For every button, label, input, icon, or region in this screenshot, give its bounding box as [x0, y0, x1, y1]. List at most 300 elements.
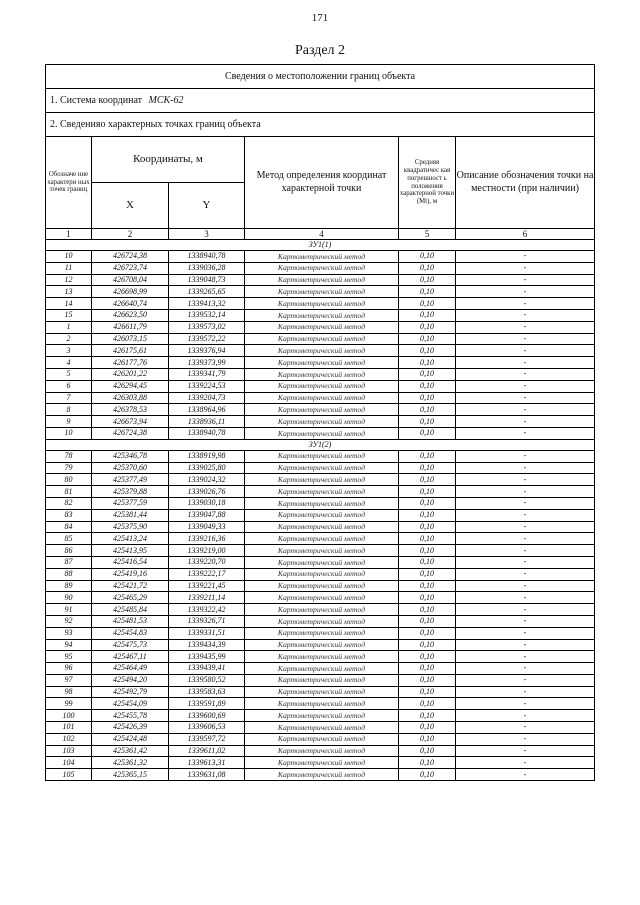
x-coordinate-cell: 425361,42 [92, 745, 169, 757]
method-cell: Картометрический метод [245, 392, 399, 404]
point-name-cell: 101 [46, 722, 92, 734]
y-coordinate-cell: 1338964,96 [169, 404, 245, 416]
table-row [46, 757, 595, 769]
y-coordinate-cell: 1339435,99 [169, 651, 245, 663]
description-cell: - [456, 556, 595, 568]
x-coordinate-cell: 426673,94 [92, 416, 169, 428]
table-row [46, 698, 595, 710]
coord-system-row [46, 89, 595, 113]
accuracy-cell: 0,10 [399, 533, 456, 545]
point-name-cell: 103 [46, 745, 92, 757]
accuracy-cell: 0,10 [399, 592, 456, 604]
method-cell: Картометрический метод [245, 556, 399, 568]
x-coordinate-cell: 425413,95 [92, 545, 169, 557]
description-cell: - [456, 757, 595, 769]
method-cell: Картометрический метод [245, 274, 399, 286]
x-coordinate-cell: 425424,48 [92, 733, 169, 745]
method-cell: Картометрический метод [245, 627, 399, 639]
table-row [46, 309, 595, 321]
y-coordinate-cell: 1339613,31 [169, 757, 245, 769]
table-row [46, 427, 595, 439]
section-title: Раздел 2 [294, 43, 346, 58]
method-cell: Картометрический метод [245, 521, 399, 533]
accuracy-cell: 0,10 [399, 545, 456, 557]
x-coordinate-cell: 425381,44 [92, 509, 169, 521]
method-cell: Картометрический метод [245, 427, 399, 439]
x-coordinate-cell: 425377,59 [92, 497, 169, 509]
accuracy-cell: 0,10 [399, 286, 456, 298]
table-row [46, 733, 595, 745]
points-title: 2. Сведенияо характерных точках границ объекта [46, 113, 595, 137]
y-coordinate-cell: 1339631,08 [169, 769, 245, 781]
point-name-cell: 88 [46, 568, 92, 580]
table-row [46, 404, 595, 416]
x-coordinate-cell: 426623,50 [92, 309, 169, 321]
description-cell: - [456, 251, 595, 263]
y-coordinate-cell: 1339049,33 [169, 521, 245, 533]
table-row [46, 592, 595, 604]
x-coordinate-cell: 425454,09 [92, 698, 169, 710]
point-name-cell: 79 [46, 462, 92, 474]
zone-row [46, 240, 595, 251]
y-coordinate-cell: 1339030,18 [169, 497, 245, 509]
point-name-cell: 95 [46, 651, 92, 663]
method-cell: Картометрический метод [245, 462, 399, 474]
boundary-points-table [45, 64, 595, 781]
y-coordinate-cell: 1339331,51 [169, 627, 245, 639]
x-coordinate-cell: 425464,49 [92, 663, 169, 675]
y-coordinate-cell: 1339026,76 [169, 486, 245, 498]
point-name-cell: 12 [46, 274, 92, 286]
header-coords: Координаты, м [92, 137, 245, 183]
coord-system-value: МСК-62 [148, 94, 184, 106]
x-coordinate-cell: 425419,16 [92, 568, 169, 580]
point-name-cell: 96 [46, 663, 92, 675]
point-name-cell: 10 [46, 251, 92, 263]
method-cell: Картометрический метод [245, 262, 399, 274]
y-coordinate-cell: 1339024,32 [169, 474, 245, 486]
method-cell: Картометрический метод [245, 321, 399, 333]
point-name-cell: 105 [46, 769, 92, 781]
header-point-name: Обозначе ние характери ных точек границ [46, 137, 92, 229]
point-name-cell: 5 [46, 368, 92, 380]
x-coordinate-cell: 426723,74 [92, 262, 169, 274]
accuracy-cell: 0,10 [399, 321, 456, 333]
column-number: 4 [245, 229, 399, 240]
x-coordinate-cell: 426177,76 [92, 357, 169, 369]
x-coordinate-cell: 425413,24 [92, 533, 169, 545]
table-row [46, 345, 595, 357]
x-coordinate-cell: 425494,20 [92, 674, 169, 686]
description-cell: - [456, 733, 595, 745]
x-coordinate-cell: 426201,22 [92, 368, 169, 380]
point-name-cell: 4 [46, 357, 92, 369]
y-coordinate-cell: 1339439,41 [169, 663, 245, 675]
method-cell: Картометрический метод [245, 733, 399, 745]
point-name-cell: 7 [46, 392, 92, 404]
table-row [46, 521, 595, 533]
accuracy-cell: 0,10 [399, 627, 456, 639]
accuracy-cell: 0,10 [399, 380, 456, 392]
header-accuracy: Средняя квадратичес кая погрешност ь положения характерной точки (Mt), м [399, 137, 456, 229]
y-coordinate-cell: 1339047,88 [169, 509, 245, 521]
description-cell: - [456, 686, 595, 698]
method-cell: Картометрический метод [245, 745, 399, 757]
accuracy-cell: 0,10 [399, 497, 456, 509]
y-coordinate-cell: 1338936,11 [169, 416, 245, 428]
accuracy-cell: 0,10 [399, 368, 456, 380]
column-number: 5 [399, 229, 456, 240]
table-row [46, 497, 595, 509]
accuracy-cell: 0,10 [399, 392, 456, 404]
zone-label: ЗУ1(1) [46, 240, 595, 251]
x-coordinate-cell: 426724,38 [92, 251, 169, 263]
table-row [46, 321, 595, 333]
table-row [46, 627, 595, 639]
method-cell: Картометрический метод [245, 497, 399, 509]
y-coordinate-cell: 1338919,98 [169, 450, 245, 462]
table-row [46, 509, 595, 521]
x-coordinate-cell: 425465,29 [92, 592, 169, 604]
header-description: Описание обозначения точки на местности (при наличии) [456, 137, 595, 229]
accuracy-cell: 0,10 [399, 474, 456, 486]
description-cell: - [456, 474, 595, 486]
y-coordinate-cell: 1339611,02 [169, 745, 245, 757]
y-coordinate-cell: 1339221,45 [169, 580, 245, 592]
y-coordinate-cell: 1338940,78 [169, 251, 245, 263]
method-cell: Картометрический метод [245, 615, 399, 627]
y-coordinate-cell: 1338940,78 [169, 427, 245, 439]
accuracy-cell: 0,10 [399, 769, 456, 781]
x-coordinate-cell: 426640,74 [92, 298, 169, 310]
accuracy-cell: 0,10 [399, 416, 456, 428]
coord-system-cell [46, 89, 595, 113]
description-cell: - [456, 497, 595, 509]
table-row [46, 769, 595, 781]
method-cell: Картометрический метод [245, 309, 399, 321]
point-name-cell: 92 [46, 615, 92, 627]
description-cell: - [456, 404, 595, 416]
x-coordinate-cell: 425475,73 [92, 639, 169, 651]
description-cell: - [456, 615, 595, 627]
description-cell: - [456, 663, 595, 675]
method-cell: Картометрический метод [245, 509, 399, 521]
y-coordinate-cell: 1339583,63 [169, 686, 245, 698]
accuracy-cell: 0,10 [399, 298, 456, 310]
point-name-cell: 98 [46, 686, 92, 698]
accuracy-cell: 0,10 [399, 357, 456, 369]
table-row [46, 745, 595, 757]
x-coordinate-cell: 425481,53 [92, 615, 169, 627]
point-name-cell: 104 [46, 757, 92, 769]
description-cell: - [456, 674, 595, 686]
method-cell: Картометрический метод [245, 757, 399, 769]
table-row [46, 568, 595, 580]
method-cell: Картометрический метод [245, 286, 399, 298]
point-name-cell: 15 [46, 309, 92, 321]
point-name-cell: 81 [46, 486, 92, 498]
point-name-cell: 99 [46, 698, 92, 710]
table-title-row [46, 65, 595, 89]
description-cell: - [456, 274, 595, 286]
y-coordinate-cell: 1339326,71 [169, 615, 245, 627]
method-cell: Картометрический метод [245, 686, 399, 698]
accuracy-cell: 0,10 [399, 580, 456, 592]
point-name-cell: 83 [46, 509, 92, 521]
point-name-cell: 100 [46, 710, 92, 722]
zone-row [46, 439, 595, 450]
method-cell: Картометрический метод [245, 333, 399, 345]
method-cell: Картометрический метод [245, 651, 399, 663]
description-cell: - [456, 592, 595, 604]
point-name-cell: 85 [46, 533, 92, 545]
point-name-cell: 87 [46, 556, 92, 568]
accuracy-cell: 0,10 [399, 604, 456, 616]
method-cell: Картометрический метод [245, 698, 399, 710]
header-y: Y [169, 183, 245, 229]
description-cell: - [456, 486, 595, 498]
description-cell: - [456, 698, 595, 710]
x-coordinate-cell: 426378,53 [92, 404, 169, 416]
description-cell: - [456, 651, 595, 663]
point-name-cell: 84 [46, 521, 92, 533]
y-coordinate-cell: 1339600,69 [169, 710, 245, 722]
description-cell: - [456, 298, 595, 310]
table-row [46, 722, 595, 734]
table-row [46, 545, 595, 557]
x-coordinate-cell: 426294,45 [92, 380, 169, 392]
description-cell: - [456, 321, 595, 333]
description-cell: - [456, 345, 595, 357]
y-coordinate-cell: 1339211,14 [169, 592, 245, 604]
description-cell: - [456, 580, 595, 592]
table-row [46, 486, 595, 498]
x-coordinate-cell: 426708,04 [92, 274, 169, 286]
table-title: Сведения о местоположении границ объекта [46, 65, 595, 89]
description-cell: - [456, 710, 595, 722]
x-coordinate-cell: 425467,11 [92, 651, 169, 663]
method-cell: Картометрический метод [245, 710, 399, 722]
accuracy-cell: 0,10 [399, 486, 456, 498]
x-coordinate-cell: 426175,61 [92, 345, 169, 357]
y-coordinate-cell: 1339265,65 [169, 286, 245, 298]
y-coordinate-cell: 1339572,22 [169, 333, 245, 345]
x-coordinate-cell: 425421,72 [92, 580, 169, 592]
point-name-cell: 2 [46, 333, 92, 345]
point-name-cell: 1 [46, 321, 92, 333]
y-coordinate-cell: 1339376,94 [169, 345, 245, 357]
table-row [46, 674, 595, 686]
point-name-cell: 11 [46, 262, 92, 274]
method-cell: Картометрический метод [245, 298, 399, 310]
accuracy-cell: 0,10 [399, 663, 456, 675]
accuracy-cell: 0,10 [399, 639, 456, 651]
accuracy-cell: 0,10 [399, 309, 456, 321]
description-cell: - [456, 427, 595, 439]
point-name-cell: 3 [46, 345, 92, 357]
boundary-table-container [45, 64, 594, 781]
x-coordinate-cell: 425379,88 [92, 486, 169, 498]
description-cell: - [456, 521, 595, 533]
accuracy-cell: 0,10 [399, 568, 456, 580]
y-coordinate-cell: 1339204,73 [169, 392, 245, 404]
y-coordinate-cell: 1339341,79 [169, 368, 245, 380]
accuracy-cell: 0,10 [399, 686, 456, 698]
accuracy-cell: 0,10 [399, 615, 456, 627]
description-cell: - [456, 286, 595, 298]
table-row [46, 462, 595, 474]
table-row [46, 357, 595, 369]
description-cell: - [456, 568, 595, 580]
method-cell: Картометрический метод [245, 639, 399, 651]
method-cell: Картометрический метод [245, 722, 399, 734]
description-cell: - [456, 333, 595, 345]
method-cell: Картометрический метод [245, 545, 399, 557]
description-cell: - [456, 639, 595, 651]
x-coordinate-cell: 426724,38 [92, 427, 169, 439]
table-row [46, 686, 595, 698]
x-coordinate-cell: 425377,49 [92, 474, 169, 486]
description-cell: - [456, 357, 595, 369]
accuracy-cell: 0,10 [399, 262, 456, 274]
accuracy-cell: 0,10 [399, 556, 456, 568]
point-name-cell: 86 [46, 545, 92, 557]
accuracy-cell: 0,10 [399, 733, 456, 745]
column-number: 3 [169, 229, 245, 240]
table-row [46, 251, 595, 263]
header-method: Метод определения координат характерной точки [245, 137, 399, 229]
table-row [46, 368, 595, 380]
x-coordinate-cell: 425426,39 [92, 722, 169, 734]
x-coordinate-cell: 425370,60 [92, 462, 169, 474]
description-cell: - [456, 769, 595, 781]
point-name-cell: 89 [46, 580, 92, 592]
accuracy-cell: 0,10 [399, 251, 456, 263]
accuracy-cell: 0,10 [399, 745, 456, 757]
coord-system-label: 1. Система координат [50, 94, 143, 106]
table-row [46, 298, 595, 310]
point-name-cell: 13 [46, 286, 92, 298]
header-row-top [46, 137, 595, 183]
description-cell: - [456, 462, 595, 474]
point-name-cell: 80 [46, 474, 92, 486]
y-coordinate-cell: 1339434,39 [169, 639, 245, 651]
x-coordinate-cell: 425346,78 [92, 450, 169, 462]
accuracy-cell: 0,10 [399, 722, 456, 734]
page-number: 171 [311, 12, 329, 24]
method-cell: Картометрический метод [245, 663, 399, 675]
accuracy-cell: 0,10 [399, 462, 456, 474]
description-cell: - [456, 380, 595, 392]
header-x: X [92, 183, 169, 229]
x-coordinate-cell: 425416,54 [92, 556, 169, 568]
method-cell: Картометрический метод [245, 416, 399, 428]
table-row [46, 533, 595, 545]
accuracy-cell: 0,10 [399, 450, 456, 462]
y-coordinate-cell: 1339591,89 [169, 698, 245, 710]
x-coordinate-cell: 426698,99 [92, 286, 169, 298]
method-cell: Картометрический метод [245, 604, 399, 616]
point-name-cell: 8 [46, 404, 92, 416]
table-row [46, 392, 595, 404]
method-cell: Картометрический метод [245, 251, 399, 263]
x-coordinate-cell: 425485,84 [92, 604, 169, 616]
accuracy-cell: 0,10 [399, 757, 456, 769]
description-cell: - [456, 262, 595, 274]
point-name-cell: 10 [46, 427, 92, 439]
description-cell: - [456, 722, 595, 734]
x-coordinate-cell: 426611,79 [92, 321, 169, 333]
column-number: 2 [92, 229, 169, 240]
point-name-cell: 82 [46, 497, 92, 509]
table-row [46, 474, 595, 486]
y-coordinate-cell: 1339532,14 [169, 309, 245, 321]
y-coordinate-cell: 1339597,72 [169, 733, 245, 745]
table-row [46, 710, 595, 722]
y-coordinate-cell: 1339219,00 [169, 545, 245, 557]
method-cell: Картометрический метод [245, 568, 399, 580]
point-name-cell: 102 [46, 733, 92, 745]
method-cell: Картометрический метод [245, 474, 399, 486]
description-cell: - [456, 533, 595, 545]
table-row [46, 663, 595, 675]
description-cell: - [456, 509, 595, 521]
point-name-cell: 78 [46, 450, 92, 462]
y-coordinate-cell: 1339222,17 [169, 568, 245, 580]
accuracy-cell: 0,10 [399, 274, 456, 286]
column-number: 1 [46, 229, 92, 240]
point-name-cell: 90 [46, 592, 92, 604]
description-cell: - [456, 450, 595, 462]
x-coordinate-cell: 425361,32 [92, 757, 169, 769]
description-cell: - [456, 368, 595, 380]
table-row [46, 274, 595, 286]
point-name-cell: 94 [46, 639, 92, 651]
x-coordinate-cell: 425365,15 [92, 769, 169, 781]
method-cell: Картометрический метод [245, 345, 399, 357]
y-coordinate-cell: 1339580,52 [169, 674, 245, 686]
accuracy-cell: 0,10 [399, 521, 456, 533]
point-name-cell: 6 [46, 380, 92, 392]
y-coordinate-cell: 1339224,53 [169, 380, 245, 392]
accuracy-cell: 0,10 [399, 651, 456, 663]
accuracy-cell: 0,10 [399, 674, 456, 686]
x-coordinate-cell: 425375,90 [92, 521, 169, 533]
description-cell: - [456, 545, 595, 557]
table-row [46, 262, 595, 274]
accuracy-cell: 0,10 [399, 345, 456, 357]
method-cell: Картометрический метод [245, 533, 399, 545]
accuracy-cell: 0,10 [399, 333, 456, 345]
accuracy-cell: 0,10 [399, 427, 456, 439]
description-cell: - [456, 627, 595, 639]
method-cell: Картометрический метод [245, 592, 399, 604]
y-coordinate-cell: 1339413,32 [169, 298, 245, 310]
method-cell: Картометрический метод [245, 486, 399, 498]
table-row [46, 450, 595, 462]
table-row [46, 651, 595, 663]
point-name-cell: 9 [46, 416, 92, 428]
table-row [46, 416, 595, 428]
table-row [46, 580, 595, 592]
table-row [46, 639, 595, 651]
table-row [46, 286, 595, 298]
y-coordinate-cell: 1339220,70 [169, 556, 245, 568]
y-coordinate-cell: 1339573,02 [169, 321, 245, 333]
accuracy-cell: 0,10 [399, 404, 456, 416]
x-coordinate-cell: 426303,88 [92, 392, 169, 404]
points-title-row [46, 113, 595, 137]
